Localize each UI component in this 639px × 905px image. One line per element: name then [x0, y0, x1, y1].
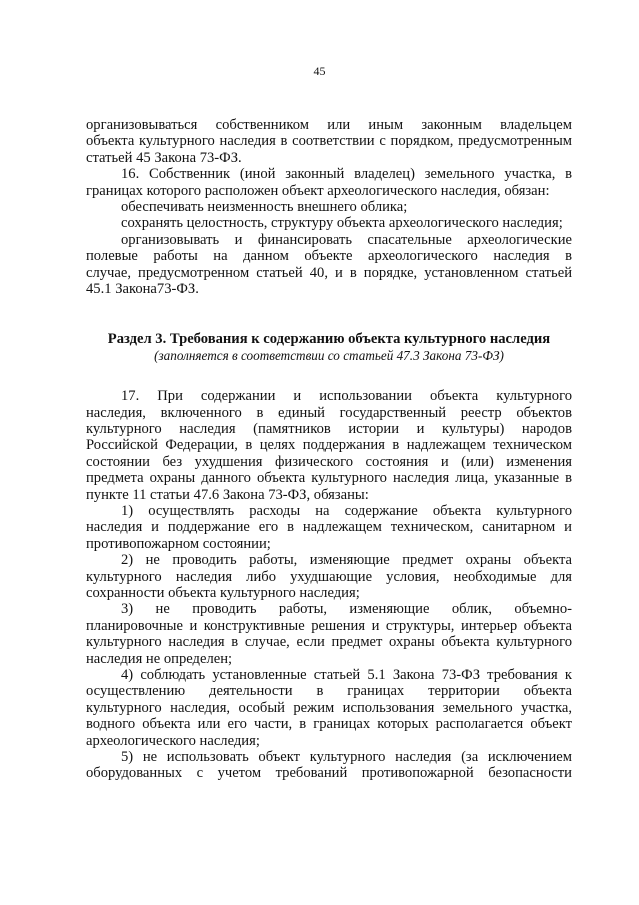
text-line: культурного наследия в случае, если предмет охраны объекта культурного — [86, 634, 572, 651]
text-line: 5) не использовать объект культурного наследия (за исключением — [121, 748, 572, 765]
text-line: статьей 45 Закона 73-ФЗ. — [86, 149, 242, 166]
text-line: объекта культурного наследия в соответствии с порядком, предусмотренным — [86, 133, 572, 150]
text-line: Российской Федерации, в целях поддержания в надлежащем техническом — [86, 437, 572, 454]
text-line: наследия не определен; — [86, 650, 233, 667]
text-line: состоянии без ухудшения физического состояния и (или) изменения — [86, 453, 572, 470]
text-line: сохранности объекта культурного наследия; — [86, 584, 360, 601]
text-line: 16. Собственник (иной законный владелец) земельного участка, в — [121, 166, 572, 183]
text-line: 2) не проводить работы, изменяющие предмет охраны объекта — [121, 552, 572, 569]
text-line: наследия и поддержание его в надлежащем техническом, санитарном и — [86, 519, 572, 536]
text-line: пункте 11 статьи 47.6 Закона 73-ФЗ, обязаны: — [86, 486, 369, 503]
text-line: организовываться собственником или иным законным владельцем — [86, 117, 572, 133]
text-line: 45.1 Закона73-ФЗ. — [86, 280, 199, 297]
text-line: археологического наследия; — [86, 732, 260, 749]
page-number: 45 — [313, 64, 326, 78]
text-line: водного объекта или его части, в границах которых располагается объект — [86, 716, 572, 733]
text-line: оборудованных с учетом требований противопожарной безопасности — [86, 765, 572, 782]
text-line: противопожарном состоянии; — [86, 535, 271, 552]
text-block-bottom — [86, 388, 572, 781]
text-line: обеспечивать неизменность внешнего облика; — [121, 198, 408, 215]
text-line: 1) осуществлять расходы на содержание объекта культурного — [121, 503, 572, 520]
text-line: 4) соблюдать установленные статьей 5.1 Закона 73-ФЗ требования к — [121, 666, 572, 683]
document-body — [86, 117, 572, 782]
text-line: 3) не проводить работы, изменяющие облик, объемно- — [121, 601, 572, 618]
text-line: 17. При содержании и использовании объекта культурного — [121, 388, 572, 405]
section-title: Раздел 3. Требования к содержанию объекта культурного наследия — [107, 331, 551, 348]
text-line: планировочные и конструктивные решения и структуры, интерьер объекта — [86, 617, 572, 634]
text-line: осуществлению деятельности в границах территории объекта — [86, 683, 572, 700]
text-line: предмета охраны данного объекта культурного наследия лица, указанные в — [86, 470, 572, 487]
spacer — [86, 297, 572, 331]
text-line: сохранять целостность, структуру объекта археологического наследия; — [121, 215, 563, 232]
text-block-top — [86, 117, 572, 297]
text-line: организовывать и финансировать спасательные археологические — [121, 231, 572, 248]
text-line: наследия, включенного в единый государственный реестр объектов — [86, 404, 572, 421]
text-line: культурного наследия (памятников истории и культуры) народов — [86, 421, 572, 438]
text-line: случае, предусмотренном статьей 40, и в порядке, установленном статьей — [86, 264, 572, 281]
text-line: границах которого расположен объект археологического наследия, обязан: — [86, 182, 550, 199]
text-line: полевые работы на данном объекте археологического наследия в — [86, 248, 572, 265]
spacer — [86, 364, 572, 388]
text-line: культурного наследия либо ухудшающие условия, необходимые для — [86, 568, 572, 585]
section-subtitle: (заполняется в соответствии со статьей 47.3 Закона 73-ФЗ) — [154, 348, 504, 364]
text-line: культурного наследия, особый режим использования земельного участка, — [86, 699, 572, 716]
